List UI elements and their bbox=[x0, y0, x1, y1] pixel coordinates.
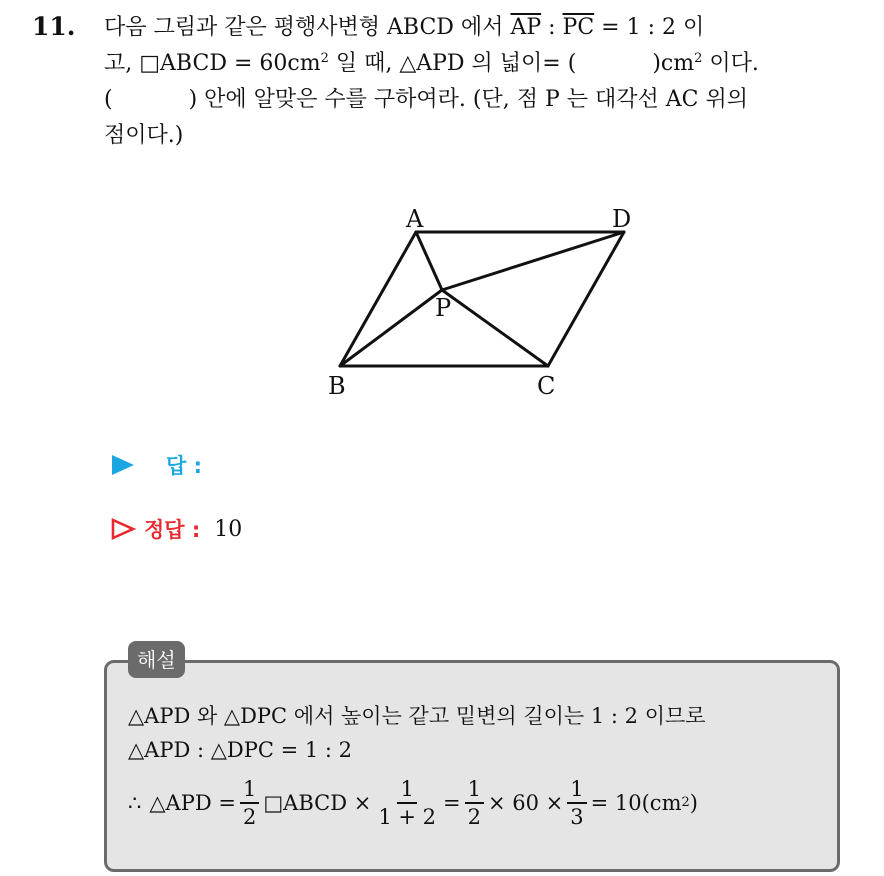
segment-bp-line bbox=[340, 290, 442, 366]
segment-ap: $\overline{AP}$ bbox=[510, 15, 542, 40]
explanation-line-2: △APD : △DPC = 1 : 2 bbox=[128, 738, 352, 762]
outline-triangle-icon bbox=[110, 517, 136, 541]
fraction-one-half: $\frac{1}{2}$ bbox=[240, 776, 259, 830]
answer-row bbox=[110, 450, 202, 480]
explanation-line-1: △APD 와 △DPC 에서 높이는 같고 밑변의 길이는 1 : 2 이므로 bbox=[128, 704, 706, 728]
superscript-2: 2 bbox=[320, 51, 329, 66]
question-text bbox=[104, 10, 874, 154]
label-a: A bbox=[406, 205, 424, 233]
parallelogram-figure bbox=[300, 196, 660, 406]
equals-sign: = bbox=[443, 791, 461, 815]
therefore-symbol: ∴ bbox=[128, 791, 142, 815]
equation-lhs: △APD = bbox=[149, 791, 236, 815]
question-line2-pre: 고, □ABCD = 60cm bbox=[104, 51, 321, 76]
explanation-tag: 해설 bbox=[128, 641, 185, 678]
answer-label: 답 : bbox=[166, 454, 202, 478]
fraction-one-third: $\frac{1}{3}$ bbox=[567, 776, 586, 830]
explanation-box bbox=[104, 660, 840, 872]
question-line1-post: = 1 : 2 이 bbox=[594, 15, 705, 40]
segment-ap-line bbox=[416, 232, 442, 290]
equation-end: ) bbox=[689, 791, 698, 815]
question-line2-mid: 일 때, △APD 의 넓이= ( bbox=[328, 51, 577, 76]
equation-result: = 10(cm bbox=[590, 791, 682, 815]
segment-pc: $\overline{PC}$ bbox=[562, 15, 595, 40]
label-d: D bbox=[612, 205, 632, 233]
question-line3-open: ( bbox=[104, 87, 113, 112]
fraction-ratio: $\frac{1}{1 + 2}$ bbox=[378, 777, 436, 829]
correct-answer-label: 정답 : bbox=[144, 518, 201, 542]
question-line-4: 점이다.) bbox=[104, 123, 184, 148]
question-line2-close: )cm bbox=[652, 51, 695, 76]
edge-ab bbox=[340, 232, 416, 366]
ratio-colon: : bbox=[541, 15, 563, 40]
question-line1-pre: 다음 그림과 같은 평행사변형 ABCD 에서 bbox=[104, 15, 511, 40]
equation-mid: □ABCD × bbox=[263, 791, 372, 815]
label-b: B bbox=[328, 372, 346, 400]
question-line2-post: 이다. bbox=[702, 51, 759, 76]
segment-pc-line bbox=[442, 290, 548, 366]
label-p: P bbox=[435, 294, 452, 322]
explanation-line-3: ∴ △APD = $\frac{1}{2}$ □ABCD × $\frac{1}{1 + 2}$ = $\frac{1}{2}$ × 60 × $\frac{1}{3}$ = 10(cm 2 ) bbox=[128, 777, 698, 829]
label-c: C bbox=[537, 372, 556, 400]
question-line-2 bbox=[104, 46, 874, 82]
correct-answer-value: 10 bbox=[214, 516, 243, 542]
superscript-2b: 2 bbox=[694, 51, 703, 66]
question-line-3 bbox=[104, 82, 874, 118]
fraction-one-half-2: $\frac{1}{2}$ bbox=[465, 776, 484, 830]
question-line-1 bbox=[104, 10, 874, 46]
correct-answer-row bbox=[110, 514, 242, 544]
times-sixty: × 60 × bbox=[487, 791, 564, 815]
question-number: 11. bbox=[32, 12, 76, 41]
question-line3-post: ) 안에 알맞은 수를 구하여라. (단, 점 P 는 대각선 AC 위의 bbox=[188, 87, 748, 112]
filled-triangle-icon bbox=[110, 453, 136, 477]
